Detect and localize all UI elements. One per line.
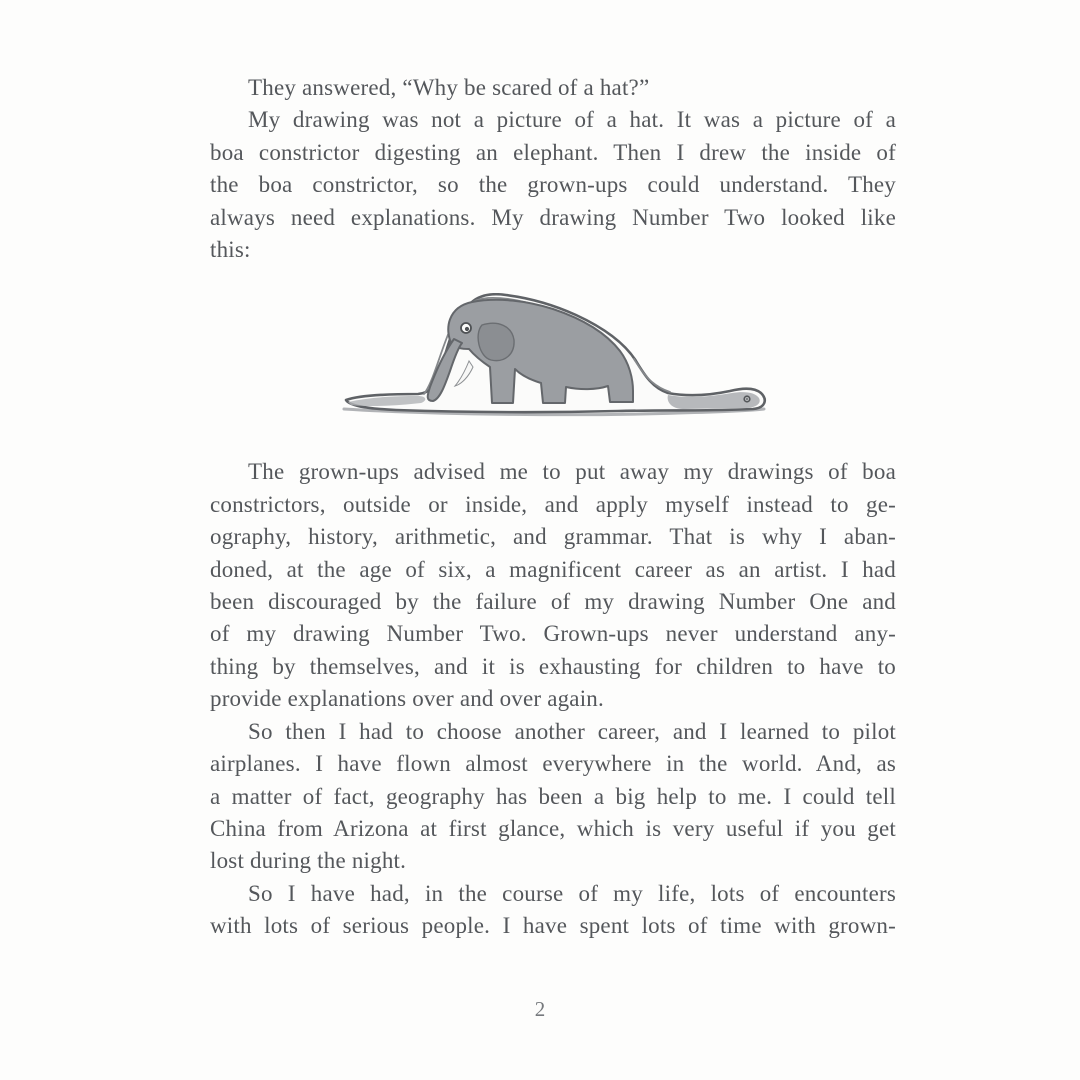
text-column (210, 72, 896, 943)
paragraph (210, 456, 896, 715)
text-line: provide explanations over and over again. (210, 686, 604, 712)
elephant-eye-pupil (465, 327, 469, 331)
text-line: doned, at the age of six, a magnificent career as an artist. I had (210, 556, 896, 582)
paragraph (210, 716, 896, 878)
text-line: boa constrictor digesting an elephant. Then I drew the inside of (210, 139, 896, 165)
snake-eye-pupil (746, 399, 748, 401)
text-line: The grown-ups advised me to put away my drawings of boa (248, 459, 896, 485)
page-number: 2 (534, 997, 546, 1021)
boa-constrictor-digesting-elephant-icon (338, 293, 768, 425)
text-line: the boa constrictor, so the grown-ups could understand. They (210, 172, 896, 198)
text-line: ography, history, arithmetic, and grammar. That is why I aban- (210, 524, 896, 550)
text-line: airplanes. I have flown almost everywhere in the world. And, as (210, 751, 896, 777)
paragraph (210, 72, 896, 104)
text-line: So I have had, in the course of my life, lots of encounters (248, 880, 896, 906)
text-line: always need explanations. My drawing Number Two looked like (210, 204, 896, 230)
text-line: thing by themselves, and it is exhausting for children to have to (210, 653, 896, 679)
text-line: China from Arizona at first glance, which is very useful if you get (210, 815, 896, 841)
elephant-ear (478, 324, 514, 361)
text-line: My drawing was not a picture of a hat. It was a picture of a (248, 107, 896, 133)
text-line: They answered, “Why be scared of a hat?” (248, 75, 650, 100)
paragraph (210, 878, 896, 943)
text-line: this: (210, 237, 251, 263)
text-line: of my drawing Number Two. Grown-ups never understand any- (210, 621, 896, 647)
text-line: with lots of serious people. I have spent lots of time with grown- (210, 913, 896, 939)
text-line: been discouraged by the failure of my drawing Number One and (210, 589, 896, 615)
text-line: a matter of fact, geography has been a big help to me. I could tell (210, 783, 896, 809)
text-line: constrictors, outside or inside, and apply myself instead to ge- (210, 491, 896, 517)
paragraph (210, 104, 896, 266)
illustration-figure (210, 293, 896, 425)
text-line: So then I had to choose another career, and I learned to pilot (248, 718, 896, 744)
text-line: lost during the night. (210, 848, 407, 874)
